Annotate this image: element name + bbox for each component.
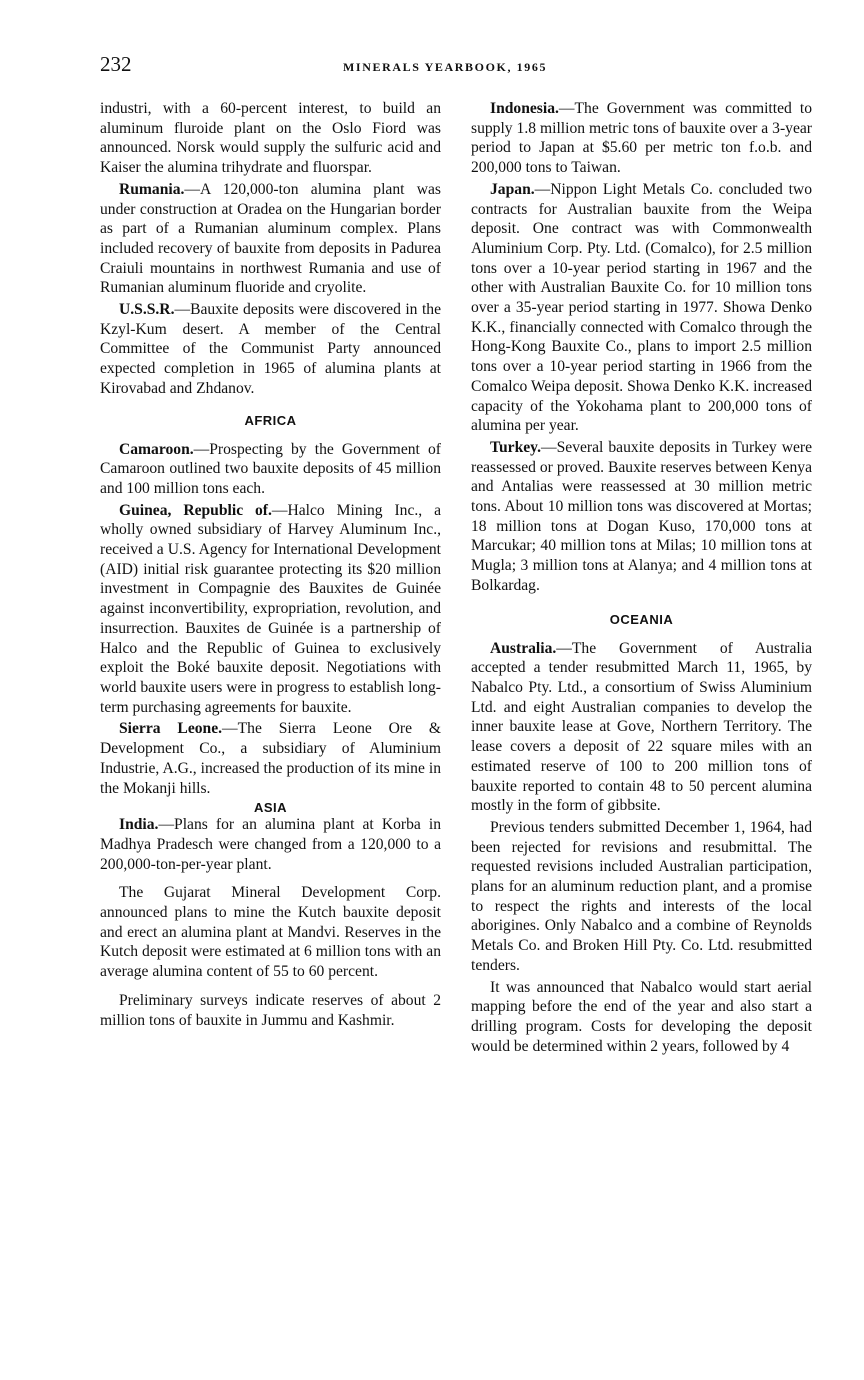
section-heading-asia: ASIA <box>253 800 288 816</box>
paragraph-japan <box>471 180 812 436</box>
country-lead-indonesia: Indonesia. <box>490 100 559 117</box>
left-column <box>100 99 441 1030</box>
paragraph-text: —Bauxite deposits were discovered in the Kzyl-Kum desert. A member of the Central Committee of the Communist Party announced expected completion in 1965 of alumina plants at Kirovabad and Zhdanov. <box>100 301 441 397</box>
paragraph-text: —The Government was committed to supply 1.8 million metric tons of bauxite over a 3-year period to Japan at $5.60 per metric ton f.o.b. and 200,000 tons to Taiwan. <box>471 100 812 177</box>
section-heading-africa: AFRICA <box>244 412 297 428</box>
country-lead-sierra-leone: Sierra Leone. <box>119 720 223 738</box>
paragraph-guinea <box>100 501 441 718</box>
country-lead-camaroon: Camaroon. <box>119 440 194 458</box>
paragraph-intro: industri, with a 60-percent interest, to build an aluminum fluroide plant on the Oslo Fiord was announced. Norsk would supply the sulfuric acid and Kaiser the alumina trihydrate and fluorspar. <box>100 100 441 177</box>
paragraph-kashmir: Preliminary surveys indicate reserves of about 2 million tons of bauxite in Jummu and Kashmir. <box>100 991 441 1029</box>
country-lead-india: India. <box>119 816 159 834</box>
paragraph-gujarat: The Gujarat Mineral Development Corp. announced plans to mine the Kutch bauxite deposit and erect an alumina plant at Mandvi. Reserves in the Kutch deposit were estimated at 6 million tons with an average alumina content of 55 to 60 percent. <box>100 884 441 981</box>
paragraph-rumania <box>100 180 441 298</box>
country-lead-australia: Australia. <box>490 639 557 657</box>
paragraph-text: —Nippon Light Metals Co. concluded two contracts for Australian bauxite from the Weipa deposit. One contract was with Commonwealth Aluminium Corp. Pty. Ltd. (Comalco), for 2.5 million tons over a 10-year period starting in 1967 and the other with Australian Bauxite Co. for 10 million tons over a 35-year period starting in 1977. Showa Denko K.K., financially connected with Comalco through the Hong-Kong Bauxite Co., plans to import 2.5 million tons over a 10-year period starting in 1966 from the Comalco Weipa deposit. Showa Denko K.K. increased capacity of the Yokohama plant to 200,000 tons of alumina per year. <box>471 180 813 435</box>
country-lead-ussr: U.S.S.R. <box>119 301 175 319</box>
paragraph-indonesia <box>471 99 812 178</box>
right-column <box>471 99 812 1056</box>
country-lead-turkey: Turkey. <box>490 438 541 456</box>
country-lead-rumania: Rumania. <box>119 180 185 198</box>
section-heading-oceania: OCEANIA <box>609 611 674 627</box>
paragraph-turkey <box>471 438 812 596</box>
paragraph-text: —The Government of Australia accepted a tender resubmitted March 11, 1965, by Nabalco Pty. Ltd., a consortium of Swiss Aluminium Ltd. and eight Australian companies to develop the inner bauxite lease at Gove, Northern Territory. The lease covers a deposit of 22 square miles with an estimated reserve of 100 to 200 million tons of bauxite reported to contain 48 to 50 percent alumina mostly in the form of gibbsite. <box>471 639 812 815</box>
running-head: MINERALS YEARBOOK, 1965 <box>343 60 548 74</box>
paragraph-camaroon <box>100 440 441 499</box>
paragraph-nabalco-announcement: It was announced that Nabalco would start aerial mapping before the end of the year and also start a drilling program. Costs for developing the deposit would be determined within 2 years, followed by 4 <box>471 978 812 1055</box>
paragraph-text: —The Sierra Leone Ore & Development Co., a subsidiary of Aluminium Industrie, A.G., increased the production of its mine in the Mokanji hills. <box>100 720 442 797</box>
paragraph-india <box>100 815 441 874</box>
country-lead-japan: Japan. <box>490 180 535 198</box>
paragraph-text: —Prospecting by the Government of Camaroon outlined two bauxite deposits of 45 million and 100 million tons each. <box>100 440 441 497</box>
paragraph-australia <box>471 639 812 816</box>
country-lead-guinea: Guinea, Republic of. <box>119 501 272 519</box>
page-number: 232 <box>100 52 132 76</box>
paragraph-text: —Plans for an alumina plant at Korba in Madhya Pradesch were changed from a 120,000 to a 200,000-ton-per-year plant. <box>100 816 441 873</box>
paragraph-text: —Halco Mining Inc., a wholly owned subsidiary of Harvey Aluminum Inc., received a U.S. Agency for International Development (AID) initial risk guarantee protecting its $20 million investment in Compagnie des Bauxites de Guinée against inconvertibility, expropriation, revolution, and insurrection. Bauxites de Guinée is a partnership of Halco and the Republic of Guinea to exclusively exploit the Boké bauxite deposit. Negotiations with world bauxite users were in progress to establish long-term purchasing agreements for bauxite. <box>100 501 441 716</box>
paragraph-sierra-leone <box>100 719 441 798</box>
paragraph-text: —A 120,000-ton alumina plant was under construction at Oradea on the Hungarian border as part of a Rumanian aluminum complex. Plans included recovery of bauxite from deposits in Padurea Craiuli mountains in northwest Rumania and use of Rumanian aluminum fluoride and cryolite. <box>100 180 441 297</box>
paragraph-ussr <box>100 300 441 399</box>
paragraph-previous-tenders: Previous tenders submitted December 1, 1964, had been rejected for revisions and resubmittal. The requested revisions included Australian participation, plans for an aluminum reduction plant, and a promise to respect the rights and interests of the local aborigines. Only Nabalco and a combine of Reynolds Metals Co. and Broken Hill Pty. Co. Ltd. resubmitted tenders. <box>471 818 812 974</box>
page-header <box>100 52 820 82</box>
paragraph-text: —Several bauxite deposits in Turkey were reassessed or proved. Bauxite reserves between Kenya and Antalias were reassessed at 30 million metric tons. About 10 million tons was discovered at Mortas; 18 million tons at Dogan Kuso, 170,000 tons at Marcukar; 40 million tons at Milas; 10 million tons at Mugla; 3 million tons at Alanya; and 4 million tons at Bolkardag. <box>471 438 812 594</box>
